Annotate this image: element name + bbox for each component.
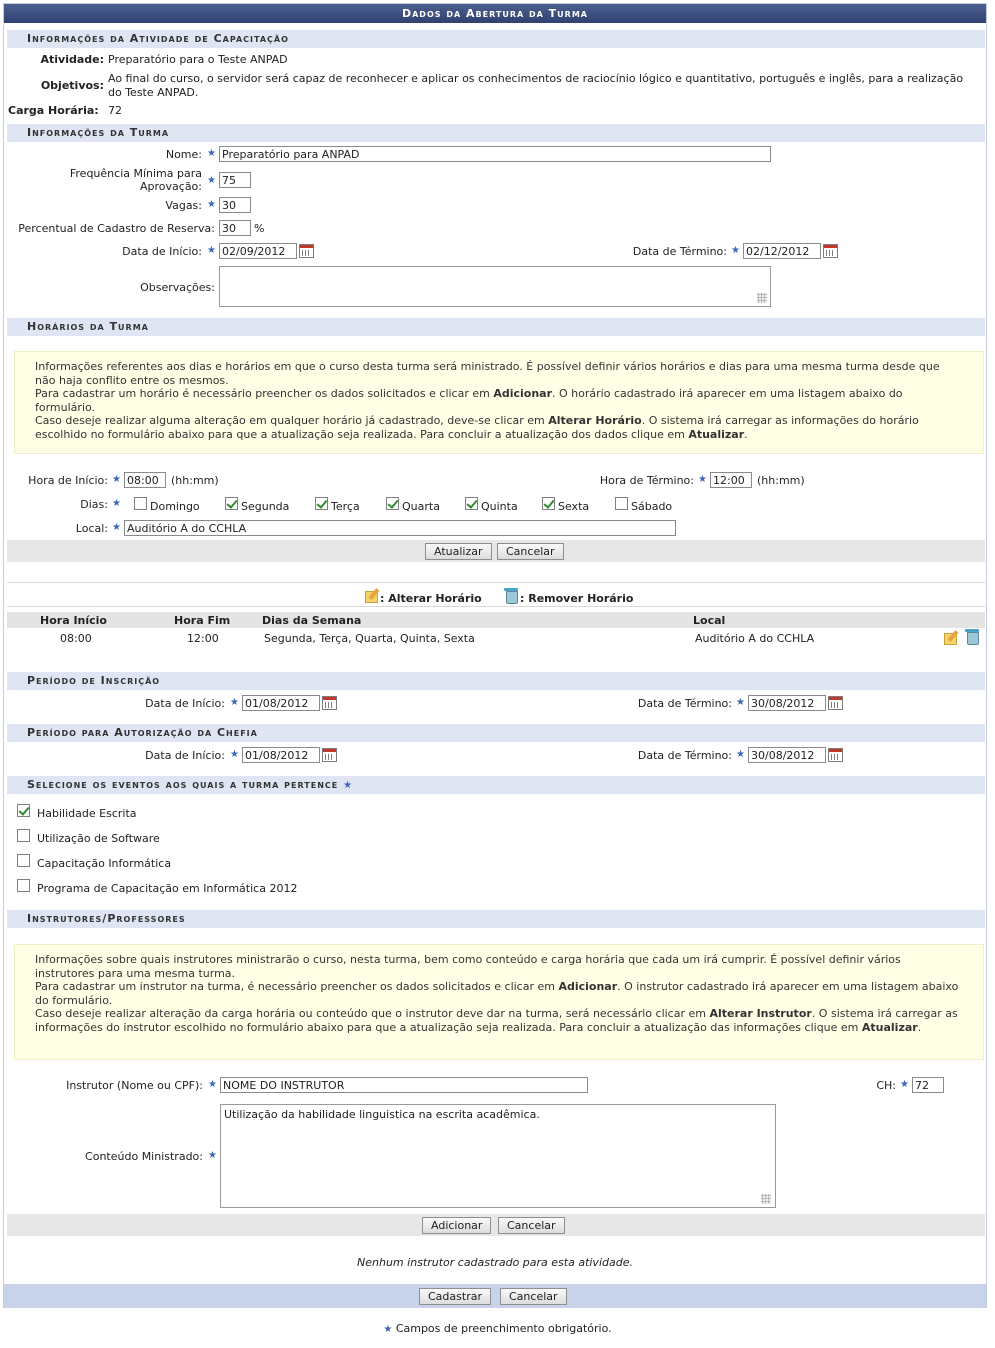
required-star-icon: ★: [207, 148, 216, 159]
horarios-legend: [7, 582, 985, 607]
section-turma-header: Informações da Turma: [7, 124, 985, 142]
data-termino-input[interactable]: [743, 243, 821, 259]
observacoes-textarea[interactable]: [219, 266, 771, 307]
nome-label: Nome:: [165, 148, 202, 161]
horarios-info-1: Informações referentes aos dias e horários em que o curso desta turma será ministrado. É possível definir vários horários e dias para uma mesma turma desde que não haja conflito entre os mesmos.: [35, 360, 940, 387]
th-local: Local: [693, 614, 726, 627]
instrutor-input[interactable]: [220, 1077, 588, 1093]
inscricao-inicio-input[interactable]: [242, 695, 320, 711]
th-dias-semana: Dias da Semana: [262, 614, 362, 627]
checkbox-domingo[interactable]: [134, 497, 147, 510]
hora-termino-input[interactable]: [710, 472, 752, 488]
instrutores-info-2: Para cadastrar um instrutor na turma, é necessário preencher os dados solicitados e clicar em Adicionar. O instrutor cadastrado irá aparecer em uma listagem abaixo do formulário.: [35, 980, 959, 1007]
cancelar-button[interactable]: Cancelar: [500, 1288, 567, 1305]
checkbox-evento-utilizacao-software[interactable]: [17, 829, 30, 842]
inscricao-termino-label: Data de Término:: [637, 697, 732, 710]
required-star-icon: ★: [900, 1079, 909, 1090]
dias-label: Dias:: [80, 498, 108, 511]
chefia-termino-input[interactable]: [748, 747, 826, 763]
required-star-icon: ★: [207, 175, 216, 186]
instrutor-label: Instrutor (Nome ou CPF):: [66, 1079, 203, 1092]
checkbox-sexta[interactable]: [542, 497, 555, 510]
main-panel: [3, 3, 987, 1308]
dia-label-segunda: Segunda: [241, 500, 290, 513]
dia-label-terca: Terça: [331, 500, 360, 513]
checkbox-evento-programa-capacitacao[interactable]: [17, 879, 30, 892]
carga-label: Carga Horária:: [8, 104, 99, 117]
trash-icon: [504, 588, 518, 603]
checkbox-evento-habilidade-escrita[interactable]: [17, 804, 30, 817]
instrutores-info-3: Caso deseje realizar alteração da carga horária ou conteúdo que o instrutor deve dar na turma, será necessário clicar em Alterar Instrutor. O sistema irá carregar as informações do instrutor escolhido no formulário abaixo para que a atualização seja realizada. Para concluir a atualização das informações clique em Atualizar.: [35, 1007, 958, 1034]
cadastrar-button[interactable]: Cadastrar: [419, 1288, 491, 1305]
local-label: Local:: [75, 522, 108, 535]
footer-button-bar: [4, 1284, 986, 1308]
data-inicio-label: Data de Início:: [122, 245, 202, 258]
dia-label-sabado: Sábado: [631, 500, 673, 513]
adicionar-button[interactable]: Adicionar: [422, 1217, 491, 1234]
calendar-icon[interactable]: [823, 244, 838, 258]
chefia-termino-label: Data de Término:: [637, 749, 732, 762]
instrutores-info-1: Informações sobre quais instrutores ministrarão o curso, nesta turma, bem como conteúdo e carga horária que cada um irá cumprir. É possível definir vários instrutores para uma mesma turma.: [35, 953, 901, 980]
freq-label-2: Aprovação:: [140, 180, 202, 193]
calendar-icon[interactable]: [828, 748, 843, 762]
evento-label-4: Programa de Capacitação em Informática 2012: [37, 882, 298, 895]
objetivos-label: Objetivos:: [40, 79, 104, 92]
checkbox-evento-capacitacao-informatica[interactable]: [17, 854, 30, 867]
section-eventos-header: Selecione os eventos aos quais a turma pertence ★: [7, 776, 985, 794]
local-input[interactable]: [124, 520, 676, 536]
no-instrutor-message: Nenhum instrutor cadastrado para esta atividade.: [357, 1256, 633, 1269]
required-star-icon: ★: [112, 474, 121, 485]
carga-value: 72: [108, 104, 122, 117]
checkbox-segunda[interactable]: [225, 497, 238, 510]
required-star-icon: ★: [112, 498, 121, 509]
required-star-icon: ★: [736, 749, 745, 760]
row-hora-fim: 12:00: [187, 632, 219, 645]
instrutores-button-bar: [7, 1214, 985, 1236]
pencil-icon: [365, 588, 380, 602]
horarios-info-2: Para cadastrar um horário é necessário preencher os dados solicitados e clicar em Adicionar. O horário cadastrado irá aparecer em uma listagem abaixo do formulário.: [35, 387, 903, 414]
resize-grip-icon[interactable]: [761, 1194, 771, 1204]
cancelar-horario-button[interactable]: Cancelar: [497, 543, 564, 560]
required-star-icon: ★: [736, 697, 745, 708]
section-instrutores-header: Instrutores/Professores: [7, 910, 985, 928]
edit-horario-icon[interactable]: [944, 630, 959, 644]
ch-label: CH:: [876, 1079, 896, 1092]
dia-label-quarta: Quarta: [402, 500, 440, 513]
data-termino-label: Data de Término:: [632, 245, 727, 258]
section-inscricao-header: Período de Inscrição: [7, 672, 985, 690]
evento-label-1: Habilidade Escrita: [37, 807, 137, 820]
dia-label-domingo: Domingo: [150, 500, 200, 513]
ch-input[interactable]: [912, 1077, 944, 1093]
chefia-inicio-label: Data de Início:: [145, 749, 225, 762]
required-star-icon: ★: [112, 522, 121, 533]
conteudo-label: Conteúdo Ministrado:: [85, 1150, 203, 1163]
reserva-input[interactable]: [219, 220, 251, 236]
hora-termino-label: Hora de Término:: [599, 474, 694, 487]
vagas-label: Vagas:: [165, 199, 202, 212]
reserva-label: Percentual de Cadastro de Reserva:: [18, 222, 215, 235]
row-local: Auditório A do CCHLA: [695, 632, 815, 645]
checkbox-quarta[interactable]: [386, 497, 399, 510]
atividade-label: Atividade:: [40, 53, 104, 66]
section-chefia-header: Período para Autorização da Chefia: [7, 724, 985, 742]
calendar-icon[interactable]: [322, 696, 337, 710]
freq-label-1: Frequência Mínima para: [69, 167, 202, 180]
horarios-info-box: [14, 351, 984, 454]
evento-label-2: Utilização de Software: [37, 832, 160, 845]
th-hora-fim: Hora Fim: [174, 614, 231, 627]
required-star-icon: ★: [230, 697, 239, 708]
instrutores-info-box: [14, 944, 984, 1060]
conteudo-textarea[interactable]: [220, 1104, 776, 1208]
reserva-unit: %: [254, 222, 265, 235]
calendar-icon[interactable]: [299, 244, 314, 258]
required-star-icon: ★: [731, 245, 740, 256]
checkbox-sabado[interactable]: [615, 497, 628, 510]
atividade-value: Preparatório para o Teste ANPAD: [108, 53, 288, 66]
required-star-icon: ★: [208, 1150, 217, 1161]
section-atividade-header: Informações da Atividade de Capacitação: [7, 30, 985, 48]
hora-inicio-input[interactable]: [124, 472, 166, 488]
legend-remover-label: : Remover Horário: [520, 592, 634, 605]
data-inicio-input[interactable]: [219, 243, 297, 259]
inscricao-inicio-label: Data de Início:: [145, 697, 225, 710]
hora-inicio-label: Hora de Início:: [28, 474, 108, 487]
horarios-table-header: [7, 612, 985, 628]
required-star-icon: ★: [383, 1324, 393, 1335]
objetivos-value: Ao final do curso, o servidor será capaz de reconhecer e aplicar os conhecimentos de raciocínio lógico e quantitativo, português e inglês, para a realização do Teste ANPAD.: [108, 72, 964, 99]
dia-label-sexta: Sexta: [558, 500, 590, 513]
required-star-icon: ★: [698, 474, 707, 485]
required-star-icon: ★: [343, 780, 354, 791]
vagas-input[interactable]: [219, 197, 251, 213]
row-dias-semana: Segunda, Terça, Quarta, Quinta, Sexta: [264, 632, 475, 645]
horarios-button-bar: [7, 540, 985, 562]
remove-horario-icon[interactable]: [965, 629, 979, 644]
inscricao-termino-input[interactable]: [748, 695, 826, 711]
hora-inicio-format: (hh:mm): [171, 474, 219, 487]
horarios-info-3: Caso deseje realizar alguma alteração em qualquer horário já cadastrado, deve-se clicar em Alterar Horário. O sistema irá carregar as informações do horário escolhido no formulário abaixo para que a atualização seja realizada. Para concluir a atualização dos dados clique em Atualizar.: [35, 414, 919, 441]
calendar-icon[interactable]: [828, 696, 843, 710]
dia-label-quinta: Quinta: [481, 500, 518, 513]
checkbox-quinta[interactable]: [465, 497, 478, 510]
hora-termino-format: (hh:mm): [757, 474, 805, 487]
legend-alterar-label: : Alterar Horário: [380, 592, 482, 605]
resize-grip-icon[interactable]: [757, 293, 767, 303]
chefia-inicio-input[interactable]: [242, 747, 320, 763]
cancelar-instrutor-button[interactable]: Cancelar: [498, 1217, 565, 1234]
frequencia-input[interactable]: [219, 172, 251, 188]
section-horarios-header: Horários da Turma: [7, 318, 985, 336]
observacoes-label: Observações:: [140, 281, 215, 294]
required-star-icon: ★: [207, 245, 216, 256]
th-hora-inicio: Hora Início: [40, 614, 107, 627]
atualizar-button[interactable]: Atualizar: [425, 543, 492, 560]
calendar-icon[interactable]: [322, 748, 337, 762]
required-star-icon: ★: [230, 749, 239, 760]
page-title: Dados da Abertura da Turma: [4, 4, 986, 23]
required-star-icon: ★: [207, 199, 216, 210]
required-note: ★ Campos de preenchimento obrigatório.: [383, 1322, 612, 1335]
required-star-icon: ★: [208, 1079, 217, 1090]
row-hora-inicio: 08:00: [60, 632, 92, 645]
checkbox-terca[interactable]: [315, 497, 328, 510]
nome-input[interactable]: [219, 146, 771, 162]
evento-label-3: Capacitação Informática: [37, 857, 172, 870]
